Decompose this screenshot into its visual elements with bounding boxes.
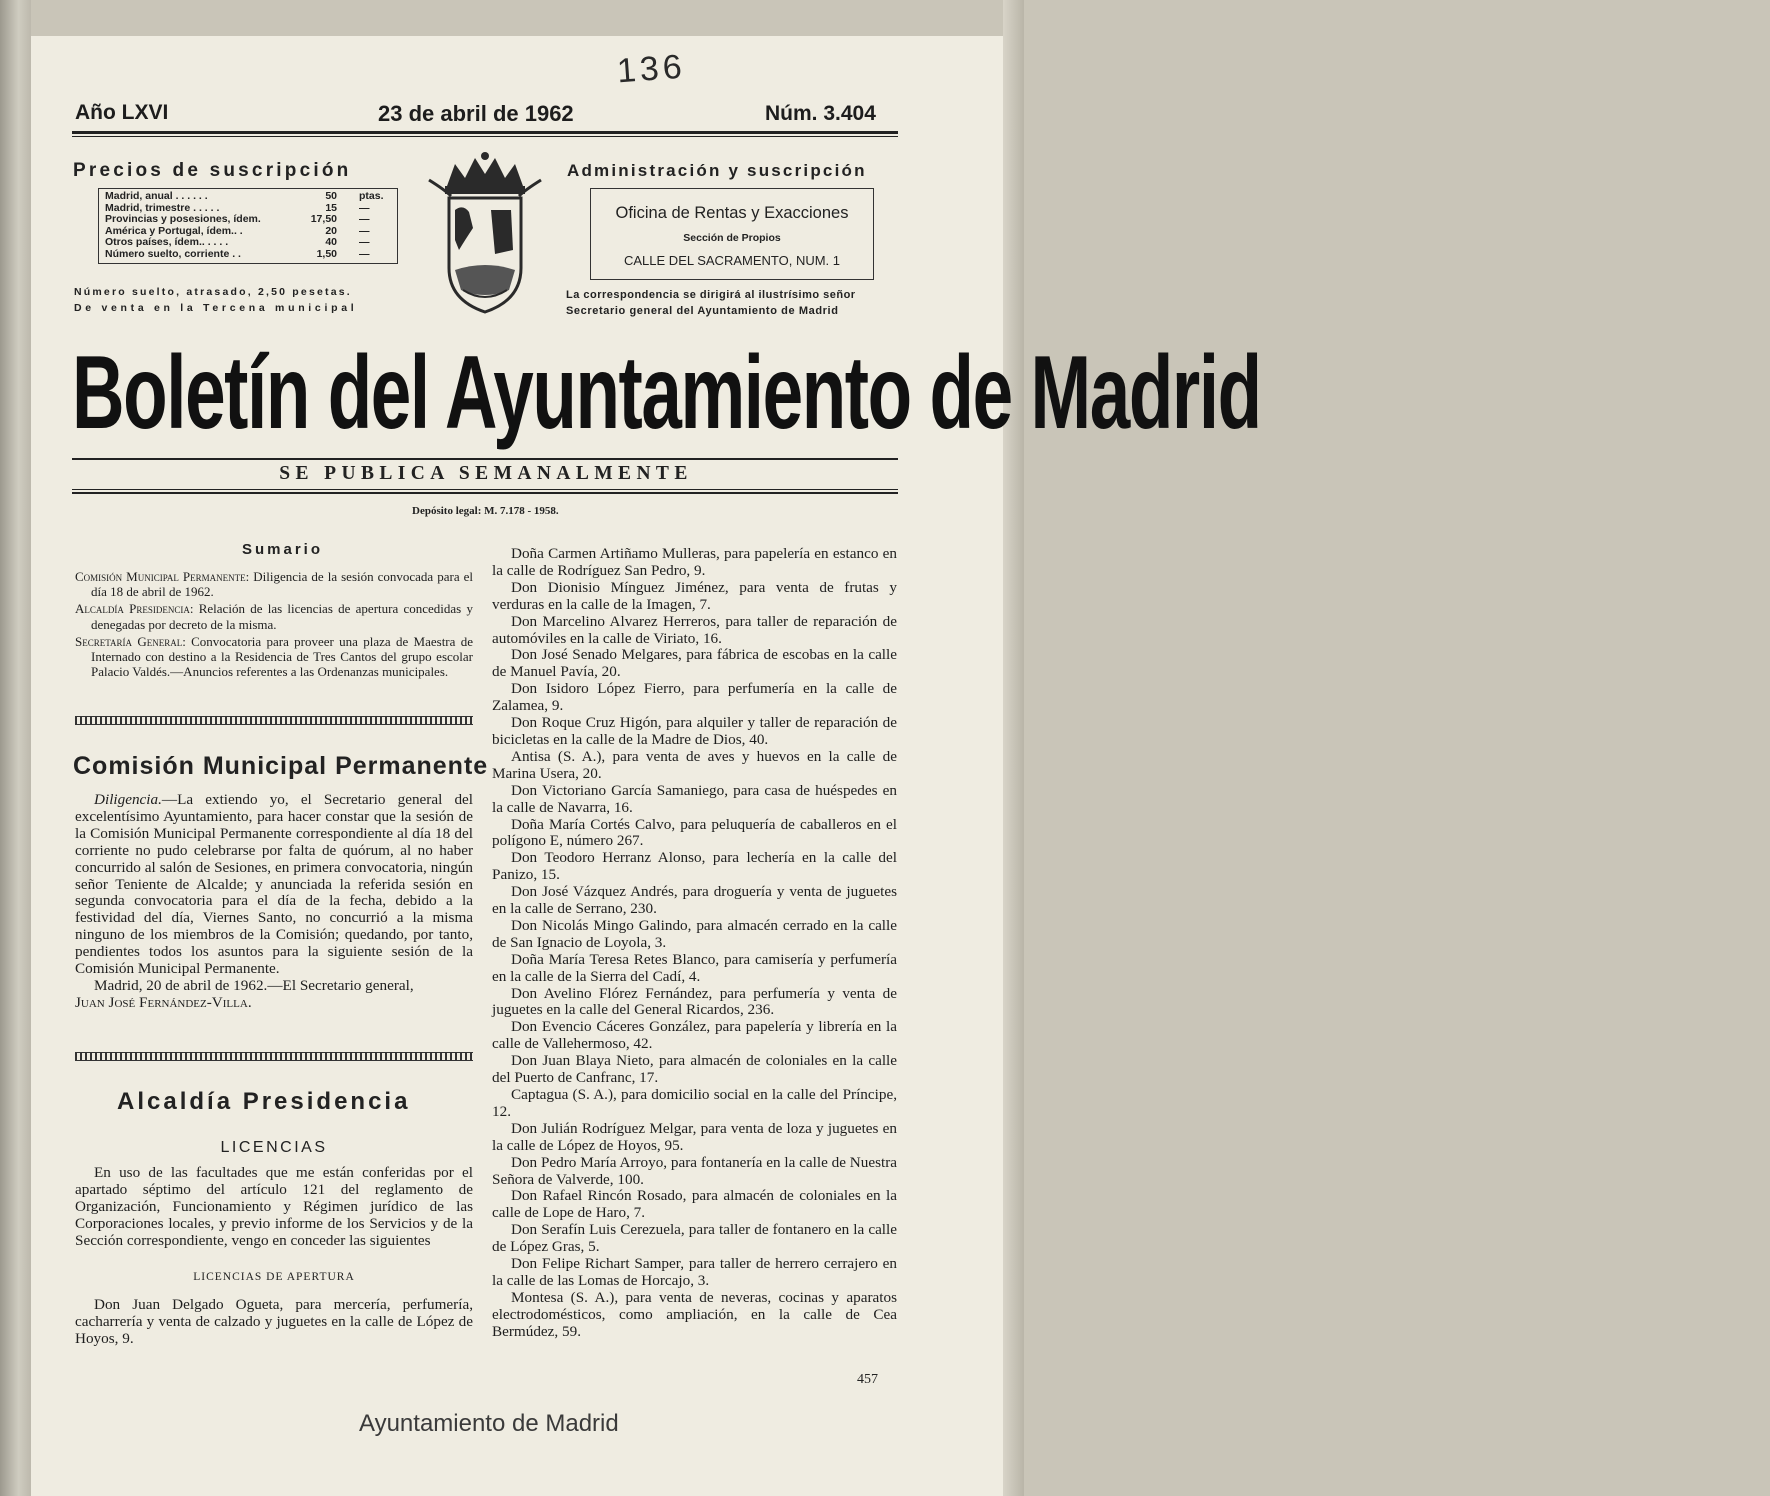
comision-body: [75, 792, 473, 1012]
licence-entry: Don Victoriano García Samaniego, para casa de huéspedes en la calle de Navarra, 16.: [492, 781, 897, 816]
subscription-row: Provincias y posesiones, ídem. 17,50 —: [105, 213, 370, 226]
legal-deposit: Depósito legal: M. 7.178 - 1958.: [412, 505, 559, 517]
book-binding: [0, 0, 31, 1496]
licence-entry: Don Isidoro López Fierro, para perfumería en la calle de Zalamea, 9.: [492, 680, 897, 715]
subscription-row: Otros países, ídem.. . . . . 40 —: [105, 236, 370, 249]
licence-entry: Captagua (S. A.), para domicilio social en la calle del Príncipe, 12.: [492, 1086, 897, 1120]
secretary-note: Secretario general del Ayuntamiento de Madrid: [566, 305, 839, 317]
tagline-rule-thin: [72, 489, 898, 490]
sumario-title: Sumario: [241, 541, 323, 558]
licence-entry: Antisa (S. A.), para venta de aves y huevos en la calle de Marina Usera, 20.: [492, 747, 897, 782]
licence-entry: Don Rafael Rincón Rosado, para almacén de coloniales en la calle de Lope de Haro, 7.: [492, 1187, 897, 1222]
licence-entry: Don José Vázquez Andrés, para droguería y venta de juguetes en la calle de Serrano, 230.: [492, 883, 897, 918]
alcaldia-intro-paragraph: En uso de las facultades que me están conferidas por el apartado séptimo del artículo 121 del reglamento de Organización, Funcionamiento y Régimen jurídico de las Corporaciones locales, y previo informe de los Servicios y de la Sección correspondiente, vengo en conceder las siguientes: [75, 1164, 473, 1249]
licences-right-column: [492, 546, 897, 1341]
first-licence: [75, 1297, 473, 1348]
licence-entry: Montesa (S. A.), para venta de neveras, cocinas y aparatos electrodomésticos, como ampliación, en la calle de Cea Bermúdez, 59.: [492, 1288, 897, 1340]
page-edge: [1003, 0, 1024, 1496]
watermark-text: Ayuntamiento de Madrid: [359, 1410, 619, 1437]
office-section: Sección de Propios: [683, 232, 781, 244]
tagline: SE PUBLICA SEMANALMENTE: [279, 463, 693, 484]
licencias-title: LICENCIAS: [220, 1139, 328, 1156]
subscription-table: [98, 188, 398, 264]
office-name: Oficina de Rentas y Exacciones: [615, 204, 849, 222]
licence-entry: Don José Senado Melgares, para fábrica de escobas en la calle de Manuel Pavía, 20.: [492, 646, 897, 681]
licence-entry: Don Serafín Luis Cerezuela, para taller de fontanero en la calle de López Gras, 5.: [492, 1221, 897, 1256]
subscription-row: Madrid, trimestre . . . . . 15 —: [105, 201, 370, 214]
issue-date: 23 de abril de 1962: [378, 101, 574, 126]
licence-entry: Don Julián Rodríguez Melgar, para venta de loza y juguetes en la calle de López de Hoyos, 95.: [492, 1119, 897, 1154]
administration-title: Administración y suscripción: [567, 161, 867, 180]
page-number: 457: [857, 1372, 878, 1387]
tagline-rule: [72, 492, 898, 494]
licence-entry: Don Evencio Cáceres González, para papelería y librería en la calle de Vallehermoso, 42.: [492, 1018, 897, 1053]
comision-closing: Madrid, 20 de abril de 1962.—El Secretario general,: [94, 976, 414, 994]
comision-paragraph: Diligencia.—La extiendo yo, el Secretario general del excelentísimo Ayuntamiento, para hacer constar que la sesión de la Comisión Municipal Permanente correspondiente al día 18 del corriente no pudo celebrarse por falta de quórum, al no haber concurrido al salón de Sesiones, en primera convocatoria, ningún señor Teniente de Alcalde; y anunciada la referida sesión en segunda convocatoria para el día de la fecha, debido a la festividad del día, Viernes Santo, no concurrió a la misma ninguno de los miembros de la Comisión; quedando, por tanto, pendientes todos los asuntos para la siguiente sesión de la Comisión Municipal Permanente.: [75, 791, 473, 978]
subscription-row: Madrid, anual . . . . . . 50 ptas.: [105, 190, 384, 202]
comision-signer: Juan José Fernández-Villa.: [75, 993, 252, 1011]
office-address: CALLE DEL SACRAMENTO, NUM. 1: [624, 253, 840, 268]
comision-title: Comisión Municipal Permanente: [73, 752, 489, 780]
issue-number: Núm. 3.404: [765, 102, 876, 125]
licence-entry: Don Marcelino Alvarez Herreros, para taller de reparación de automóviles en la calle de Viriato, 16.: [492, 612, 897, 647]
header-rule-thin: [72, 136, 898, 137]
masthead-title: Boletín del Ayuntamiento de Madrid: [72, 335, 1261, 451]
subscription-row: Número suelto, corriente . . 1,50 —: [105, 247, 370, 260]
licence-entry: Doña María Teresa Retes Blanco, para camisería y perfumería en la calle de la Sierra del Cadí, 4.: [492, 950, 897, 985]
licence-entry: Don Nicolás Mingo Galindo, para almacén cerrado en la calle de San Ignacio de Loyola, 3.: [492, 916, 897, 951]
licence-entry: Don Felipe Richart Samper, para taller de herrero cerrajero en la calle de las Lomas de Horcajo, 3.: [492, 1255, 897, 1289]
alcaldia-intro: [75, 1165, 473, 1250]
section-divider: [75, 716, 473, 725]
sales-note: De venta en la Tercena municipal: [74, 302, 358, 314]
sumario-list: [75, 569, 473, 681]
administration-box: [590, 188, 874, 280]
licence-entry: Don Avelino Flórez Fernández, para perfumería y venta de juguetes en la calle del General Ricardos, 236.: [492, 984, 897, 1019]
subscription-row: América y Portugal, ídem.. . 20 —: [105, 224, 370, 237]
subscription-title: Precios de suscripción: [73, 160, 352, 181]
header-rule: [72, 131, 898, 134]
section-divider: [75, 1052, 473, 1061]
year-label: Año LXVI: [75, 101, 169, 124]
correspondence-note: La correspondencia se dirigirá al ilustrísimo señor: [566, 289, 856, 301]
licence-entry: Don Juan Blaya Nieto, para almacén de coloniales en la calle del Puerto de Canfranc, 17.: [492, 1052, 897, 1087]
licence-entry: Doña María Cortés Calvo, para peluquería de caballeros en el polígono E, número 267.: [492, 815, 897, 850]
sumario-item: Alcaldía Presidencia: Relación de las licencias de apertura concedidas y denegadas por decreto de la misma.: [75, 601, 473, 632]
licence-entry: Don Roque Cruz Higón, para alquiler y taller de reparación de bicicletas en la calle de la Madre de Dios, 40.: [492, 714, 897, 748]
sumario-item: Secretaría General: Convocatoria para proveer una plaza de Maestra de Internado con destino a la Residencia de Tres Cantos del grupo escolar Palacio Valdés.—Anuncios referentes a las Ordenanzas municipales.: [75, 633, 473, 680]
masthead: [72, 330, 1261, 456]
sumario-item: Comisión Municipal Permanente: Diligencia de la sesión convocada para el día 18 de abril de 1962.: [75, 569, 473, 600]
licence-entry: Don Teodoro Herranz Alonso, para lechería en la calle del Panizo, 15.: [492, 849, 897, 884]
alcaldia-title: Alcaldía Presidencia: [117, 1088, 411, 1115]
madrid-coat-of-arms-icon: [425, 150, 545, 320]
licence-entry: Don Juan Delgado Ogueta, para mercería, perfumería, cacharrería y venta de calzado y juguetes en la calle de López de Hoyos, 9.: [75, 1296, 473, 1347]
licence-entry: Don Dionisio Mínguez Jiménez, para venta de frutas y verduras en la calle de la Imagen, 7.: [492, 578, 897, 613]
licence-entry: Doña Carmen Artiñamo Mulleras, para papelería en estanco en la calle de Rodríguez San Pedro, 9.: [492, 545, 897, 579]
licencias-apertura-title: LICENCIAS DE APERTURA: [193, 1271, 355, 1283]
masthead-rule: [72, 458, 898, 460]
licence-entry: Don Pedro María Arroyo, para fontanería en la calle de Nuestra Señora de Valverde, 100.: [492, 1153, 897, 1188]
back-issue-note: Número suelto, atrasado, 2,50 pesetas.: [74, 286, 352, 298]
handwritten-number: 136: [615, 47, 687, 91]
